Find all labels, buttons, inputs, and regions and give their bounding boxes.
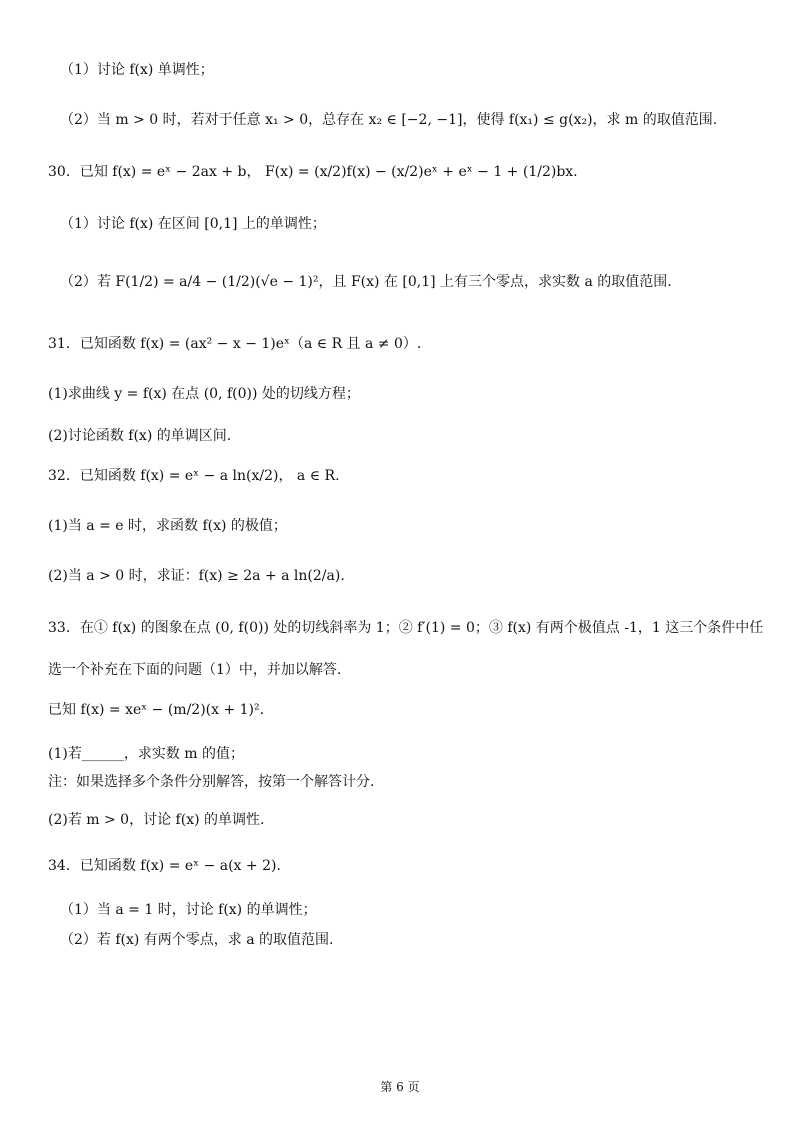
- problem-33-stem-line-2: 选一个补充在下面的问题（1）中，并加以解答.: [48, 662, 342, 678]
- problem-33-given: 已知 f(x) = xeˣ − (m/2)(x + 1)².: [48, 702, 265, 718]
- problem-33-part-2: (2)若 m > 0，讨论 f(x) 的单调性.: [48, 812, 265, 828]
- page-number: 第 6 页: [380, 1080, 420, 1094]
- problem-29-part-1: （1）讨论 f(x) 单调性；: [60, 62, 214, 78]
- problem-32-part-1: (1)当 a = e 时，求函数 f(x) 的极值；: [48, 518, 287, 534]
- problem-33-part-1: (1)若______，求实数 m 的值；: [48, 746, 245, 762]
- problem-34-part-1: （1）当 a = 1 时，讨论 f(x) 的单调性；: [60, 902, 317, 918]
- problem-33-stem-line-1: 33．在① f(x) 的图象在点 (0, f(0)) 处的切线斜率为 1；② f′(1) = 0；③ f(x) 有两个极值点 -1，1 这三个条件中任: [48, 620, 764, 636]
- problem-30-part-2: （2）若 F(1/2) = a/4 − (1/2)(√e − 1)²，且 F(x) 在 [0,1] 上有三个零点，求实数 a 的取值范围.: [60, 274, 672, 290]
- problem-29-part-2: （2）当 m > 0 时，若对于任意 x₁ > 0，总存在 x₂ ∈ [−2, −1]，使得 f(x₁) ≤ g(x₂)，求 m 的取值范围.: [60, 112, 718, 128]
- problem-33-note: 注：如果选择多个条件分别解答，按第一个解答计分.: [48, 774, 375, 790]
- problem-31-stem: 31．已知函数 f(x) = (ax² − x − 1)eˣ（a ∈ R 且 a ≠ 0）.: [48, 336, 422, 352]
- problem-32-part-2: (2)当 a > 0 时，求证：f(x) ≥ 2a + a ln(2/a).: [48, 568, 345, 584]
- problem-32-stem: 32．已知函数 f(x) = eˣ − a ln(x/2)， a ∈ R.: [48, 468, 340, 484]
- problem-30-stem: 30．已知 f(x) = eˣ − 2ax + b， F(x) = (x/2)f(x) − (x/2)eˣ + eˣ − 1 + (1/2)bx.: [48, 164, 578, 180]
- problem-31-part-2: (2)讨论函数 f(x) 的单调区间.: [48, 428, 232, 444]
- problem-34-part-2: （2）若 f(x) 有两个零点，求 a 的取值范围.: [60, 932, 334, 948]
- problem-30-part-1: （1）讨论 f(x) 在区间 [0,1] 上的单调性；: [60, 216, 326, 232]
- problem-31-part-1: (1)求曲线 y = f(x) 在点 (0, f(0)) 处的切线方程；: [48, 386, 360, 402]
- problem-34-stem: 34．已知函数 f(x) = eˣ − a(x + 2).: [48, 858, 281, 874]
